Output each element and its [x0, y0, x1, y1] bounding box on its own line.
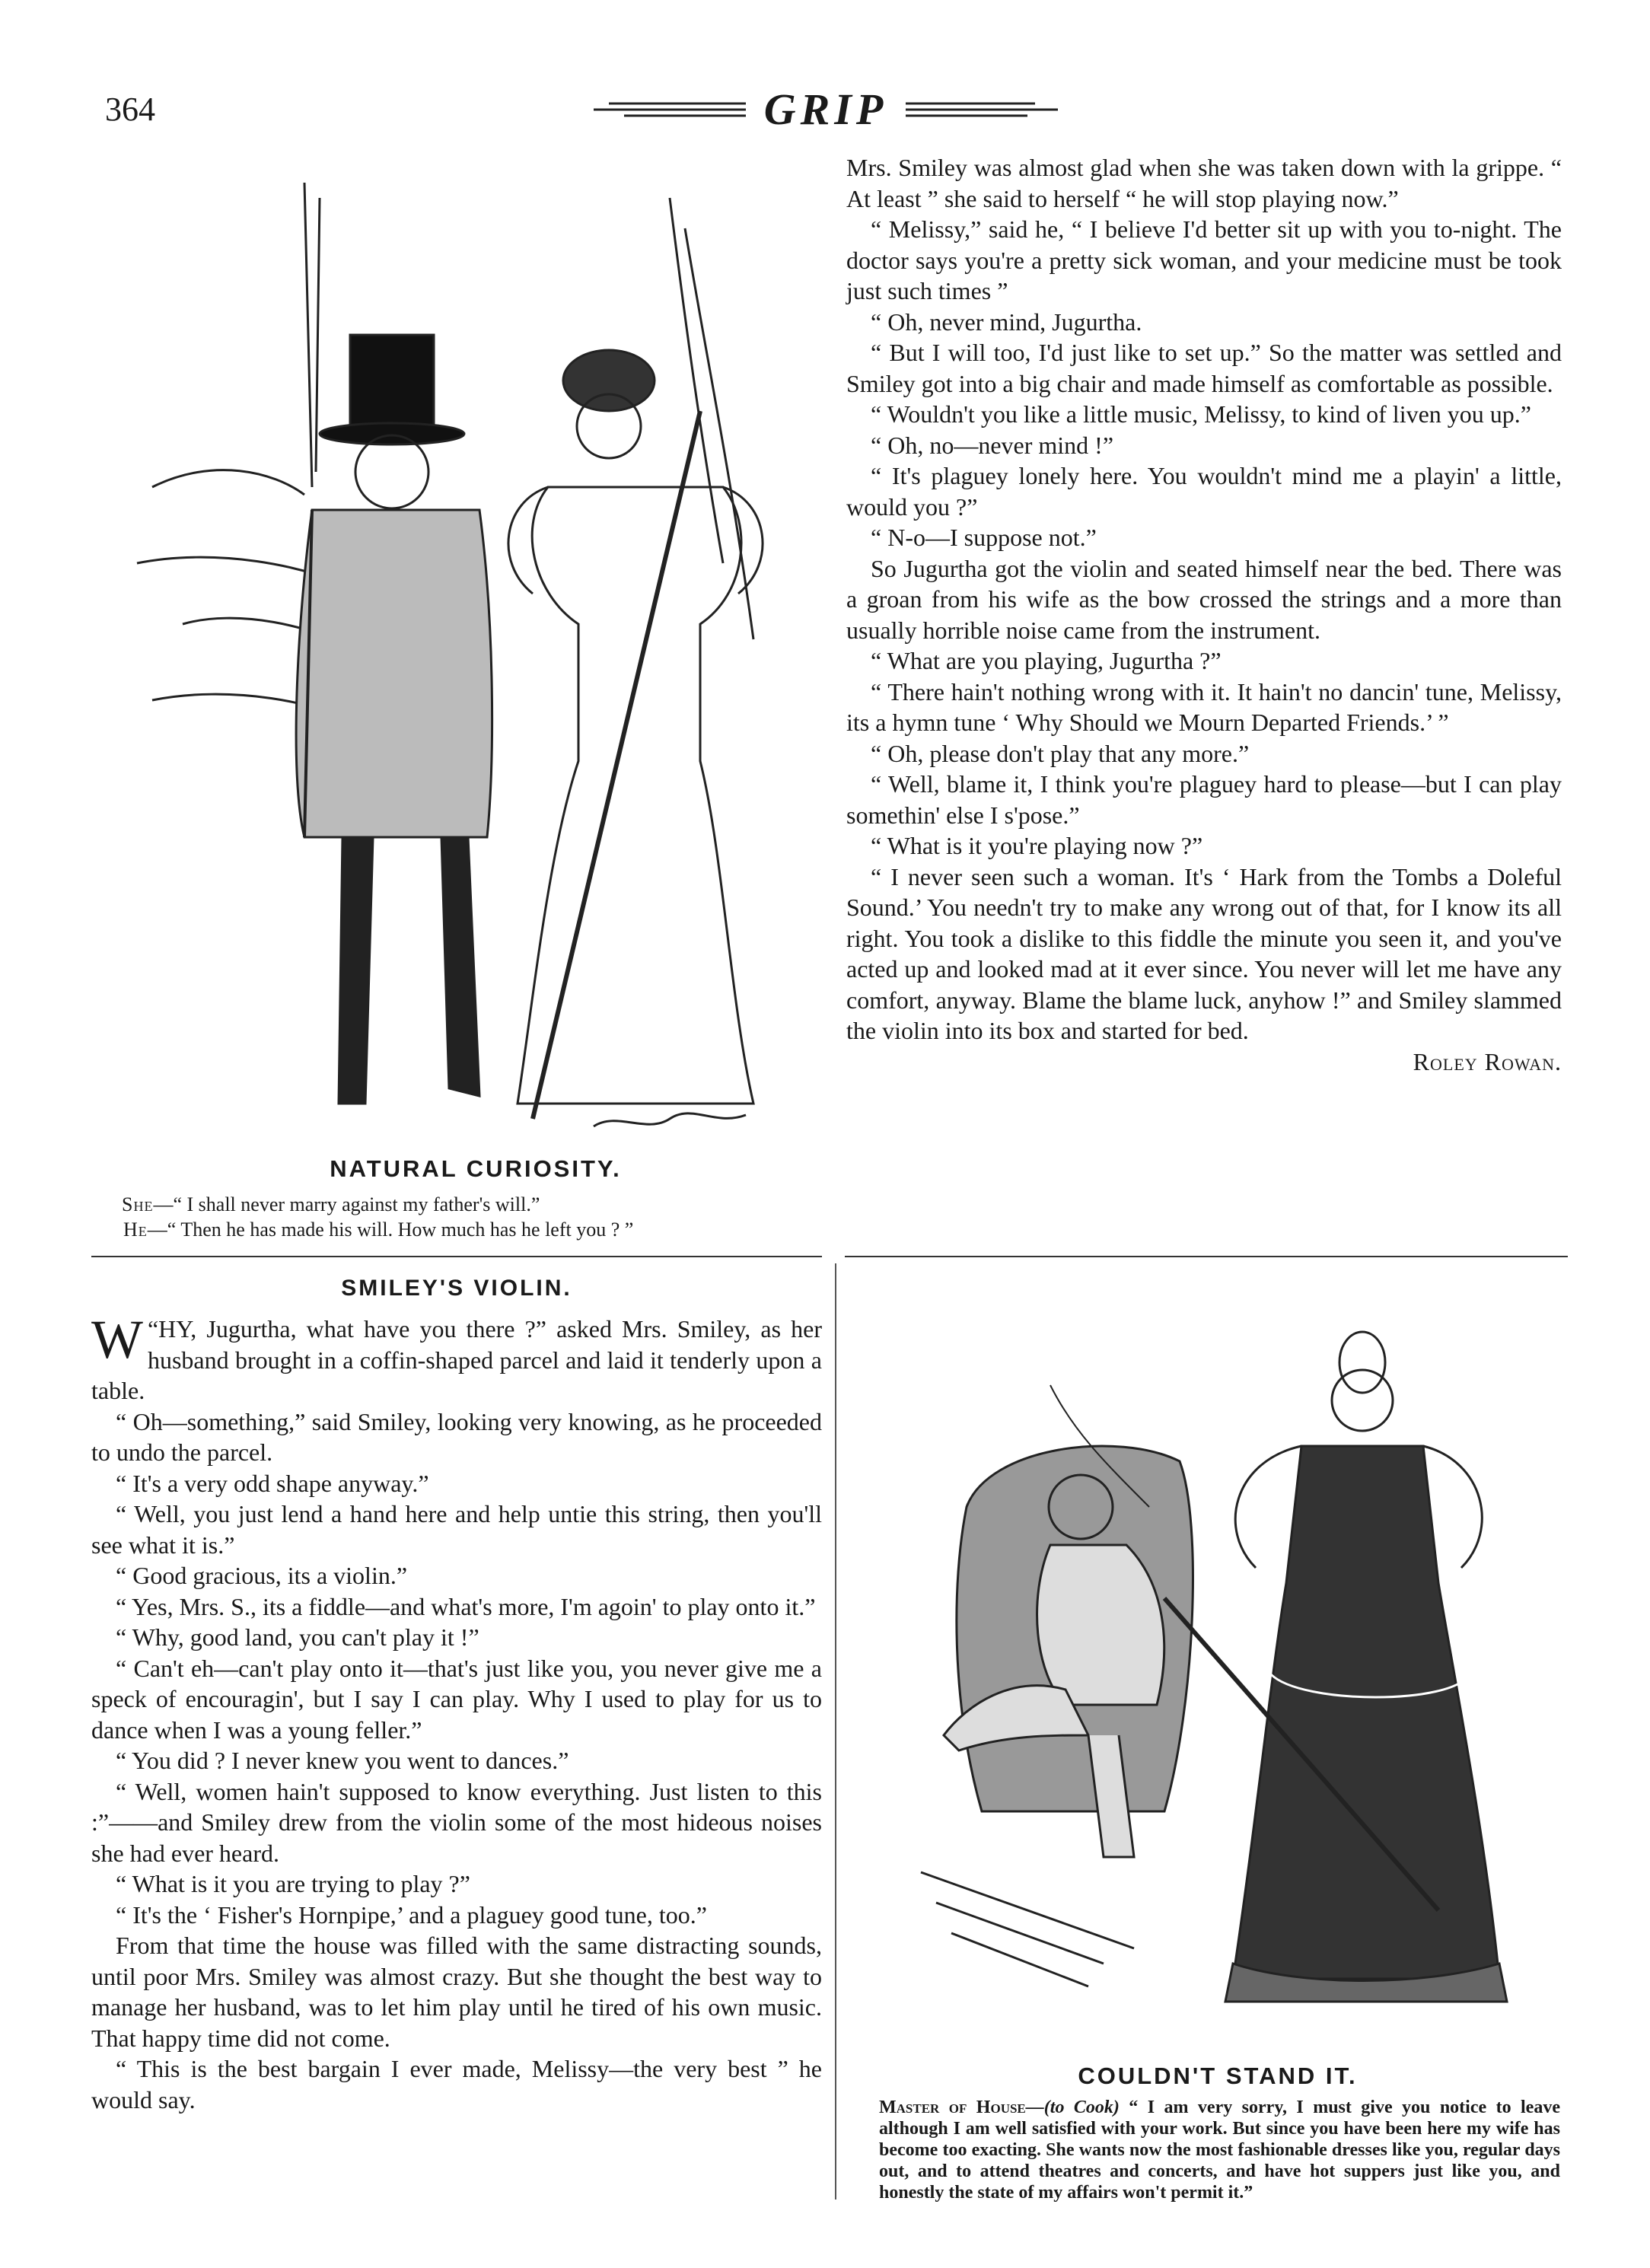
paragraph: “ Yes, Mrs. S., its a fiddle—and what's more, I'm agoin' to play onto it.”: [116, 1592, 816, 1620]
paragraph: “ It's the ‘ Fisher's Hornpipe,’ and a plaguey good tune, too.”: [116, 1900, 707, 1929]
caption-speaker: He: [123, 1218, 148, 1241]
paragraph: “ Melissy,” said he, “ I believe I'd better sit up with you to-night. The doctor says you're a pretty sick woman, and your medicine must be took just such times ”: [846, 215, 1562, 304]
paragraph: Mrs. Smiley was almost glad when she was taken down with la grippe. “ At least ” she said to herself “ he will stop playing now.”: [846, 154, 1562, 212]
paragraph: “ It's plaguey lonely here. You wouldn't mind me a playin' a little, would you ?”: [846, 462, 1562, 521]
drop-cap: W: [91, 1309, 143, 1370]
caption-text: —“ I shall never marry against my father's will.”: [153, 1193, 540, 1215]
natural-curiosity-dialogue: [122, 1192, 830, 1242]
page-number: 364: [105, 91, 155, 128]
left-section-rule: [91, 1256, 822, 1257]
paragraph: From that time the house was filled with the same distracting sounds, until poor Mrs. Smiley was almost crazy. But she thought the best way to manage her husband, was to let him play until he tired of his own music. That happy time did not come.: [91, 1932, 822, 2052]
paragraph: “ Wouldn't you like a little music, Melissy, to kind of liven you up.”: [871, 400, 1531, 428]
caption-speaker: Master of House: [879, 2098, 1026, 2117]
paragraph: “ This is the best bargain I ever made, Melissy—the very best ” he would say.: [91, 2055, 822, 2114]
paragraph: “ But I will too, I'd just like to set up.” So the matter was settled and Smiley got into a big chair and made himself as comfortable as possible.: [846, 339, 1562, 397]
paragraph: “ Well, blame it, I think you're plaguey hard to please—but I can play somethin' else I s'pose.”: [846, 770, 1562, 829]
master-and-cook-engraving: [875, 1279, 1560, 2040]
paragraph: “ What is it you are trying to play ?”: [116, 1870, 470, 1897]
opening-quote: “: [147, 1315, 159, 1343]
natural-curiosity-title: NATURAL CURIOSITY.: [330, 1155, 622, 1182]
paragraph: “ What are you playing, Jugurtha ?”: [871, 647, 1222, 674]
paragraph: “ You did ? I never knew you went to dances.”: [116, 1747, 569, 1774]
paragraph: “ Oh, please don't play that any more.”: [871, 739, 1250, 767]
natural-curiosity-illustration: [122, 167, 830, 1157]
caption-text: “ I am very sorry, I must give you notice to leave although I am well satisfied with your work. But since you have been here my wife has become too exacting. She wants now the most fashionable dresses like you, regular days out, and to attend theatres and concerts, and have hot suppers just like you, and honestly the state of my affairs won't permit it.”: [879, 2098, 1560, 2203]
paragraph: “ Oh, never mind, Jugurtha.: [871, 307, 1142, 336]
paragraph: “ Good gracious, its a violin.”: [116, 1562, 408, 1589]
stage-direction: —(to Cook): [1025, 2098, 1120, 2117]
paragraph: “ I never seen such a woman. It's ‘ Hark from the Tombs a Doleful Sound.’ You needn't try to make any wrong out of that, for I know its all right. You took a dislike to this fiddle the minute you seen it, and you've acted up and looked mad at it ever since. You never will let me have any comfort, anyway. Blame the blame luck, anyhow !” and Smiley slammed the violin into its box and started for bed.: [846, 862, 1562, 1044]
byline: [846, 1046, 1562, 1078]
caption-speaker: She: [122, 1193, 154, 1215]
paragraph: “ It's a very odd shape anyway.”: [116, 1469, 429, 1497]
story-continued-column: [846, 152, 1562, 1077]
paragraph: “ What is it you're playing now ?”: [871, 832, 1203, 859]
couldnt-stand-it-illustration: [875, 1279, 1560, 2040]
paragraph: “ Well, women hain't supposed to know everything. Just listen to this :”——and Smiley drew from the violin some of the most hideous noises she had ever heard.: [91, 1777, 822, 1867]
paragraph: “ Oh, no—never mind !”: [871, 431, 1114, 459]
masthead: [578, 82, 1073, 135]
caption-line-she: [122, 1192, 830, 1217]
couldnt-stand-it-title: COULDN'T STAND IT.: [1078, 2063, 1358, 2089]
paragraph: “ Oh—something,” said Smiley, looking very knowing, as he proceeded to undo the parcel.: [91, 1407, 822, 1466]
paragraph: “ Why, good land, you can't play it !”: [116, 1623, 479, 1651]
paragraph: “ There hain't nothing wrong with it. It hain't no dancin' tune, Melissy, its a hymn tune ‘ Why Should we Mourn Departed Friends.’ ”: [846, 677, 1562, 736]
smileys-violin-column: [91, 1309, 822, 2115]
column-divider: [835, 1263, 836, 2200]
first-paragraph: [91, 1309, 822, 1406]
paragraph: “ Well, you just lend a hand here and help untie this string, then you'll see what it is.”: [91, 1500, 822, 1559]
caption-text: —“ Then he has made his will. How much has he left you ? ”: [147, 1218, 634, 1241]
couple-engraving: [122, 167, 830, 1157]
paragraph: So Jugurtha got the violin and seated himself near the bed. There was a groan from his wife as the bow crossed the strings and a more than usually horrible noise came from the instrument.: [846, 554, 1562, 644]
paragraph: “ N-o—I suppose not.”: [871, 524, 1097, 551]
couldnt-stand-it-caption: [879, 2097, 1560, 2203]
masthead-title: GRIP: [763, 84, 888, 134]
right-section-rule: [845, 1256, 1568, 1257]
paragraph: “ Can't eh—can't play onto it—that's just like you, you never give me a speck of encouragin', but I say I can play. Why I used to play for us to dance when I was a young feller.”: [91, 1654, 822, 1744]
story-title: SMILEY'S VIOLIN.: [341, 1276, 572, 1301]
author: Roley Rowan.: [1413, 1047, 1562, 1075]
caption-line-he: [122, 1217, 830, 1242]
first-paragraph-text: HY, Jugurtha, what have you there ?” asked Mrs. Smiley, as her husband brought in a coffin-shaped parcel and laid it tenderly upon a table.: [91, 1315, 822, 1404]
